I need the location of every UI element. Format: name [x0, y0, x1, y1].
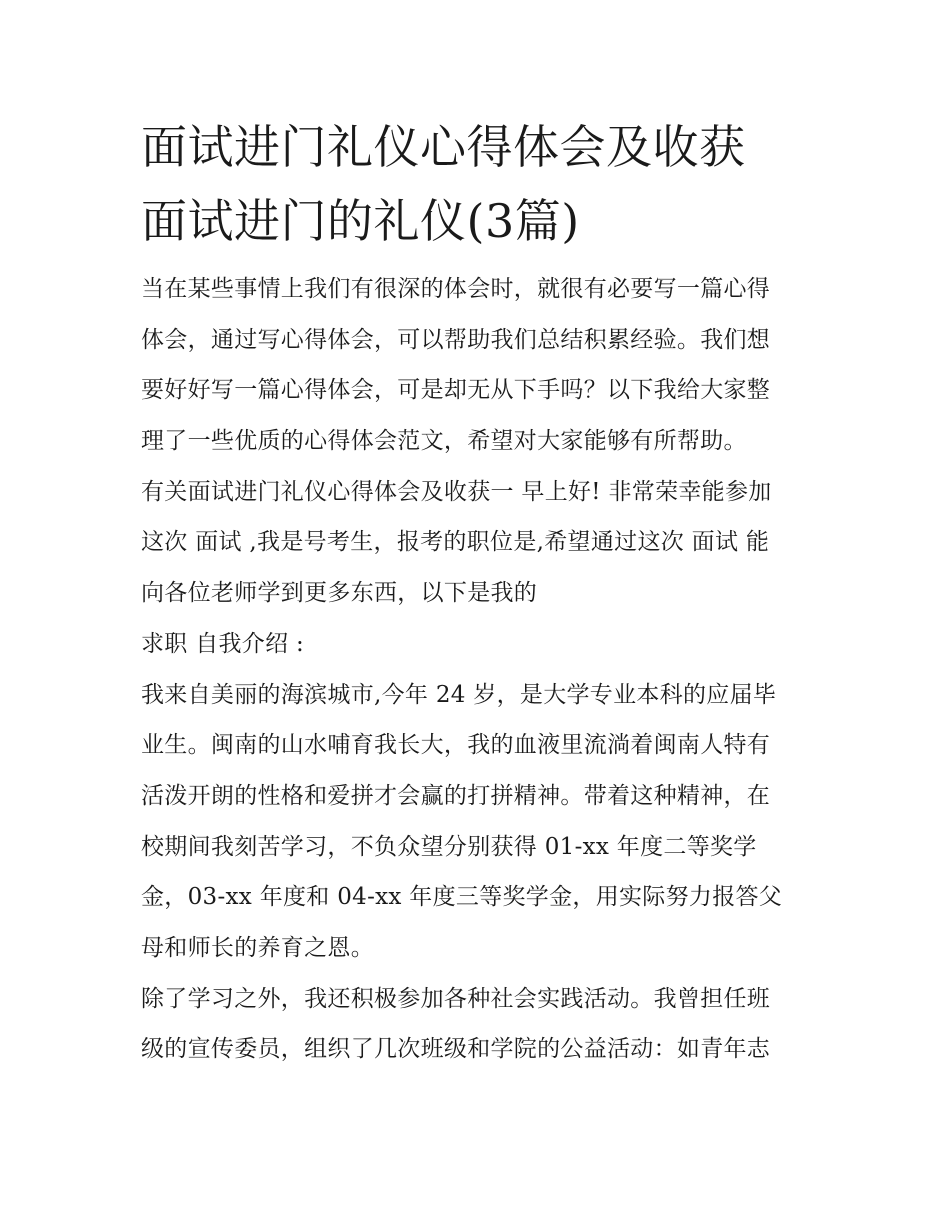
activities-paragraph	[141, 974, 821, 1075]
text-line: 活泼开朗的性格和爱拼才会赢的打拼精神。带着这种精神，在	[141, 782, 771, 809]
text-line: 除了学习之外，我还积极参加各种社会实践活动。我曾担任班	[141, 985, 771, 1012]
text-line: 有关面试进门礼仪心得体会及收获一 早上好! 非常荣幸能参加	[141, 478, 772, 505]
document-page	[141, 110, 821, 1075]
title-line-2: 面试进门的礼仪(3篇)	[141, 194, 580, 248]
text-line: 我来自美丽的海滨城市,今年 24 岁，是大学专业本科的应届毕	[141, 681, 777, 708]
text-line: 理了一些优质的心得体会范文，希望对大家能够有所帮助。	[141, 428, 747, 455]
document-title	[141, 110, 821, 258]
text-line: 级的宣传委员，组织了几次班级和学院的公益活动：如青年志	[141, 1036, 771, 1063]
text-line: 要好好写一篇心得体会，可是却无从下手吗？以下我给大家整	[141, 377, 771, 404]
self-intro-heading	[141, 619, 821, 670]
intro-paragraph	[141, 264, 821, 467]
background-paragraph	[141, 670, 821, 974]
text-line: 体会，通过写心得体会，可以帮助我们总结积累经验。我们想	[141, 326, 771, 353]
text-line: 当在某些事情上我们有很深的体会时，就很有必要写一篇心得	[141, 276, 771, 302]
text-line: 校期间我刻苦学习，不负众望分别获得 01-xx 年度二等奖学	[141, 833, 757, 860]
text-line: 业生。闽南的山水哺育我长大，我的血液里流淌着闽南人特有	[141, 732, 771, 759]
text-line: 向各位老师学到更多东西，以下是我的	[141, 580, 538, 607]
text-line: 求职 自我介绍 :	[141, 630, 305, 657]
greeting-paragraph	[141, 467, 821, 619]
text-line: 母和师长的养育之恩。	[141, 934, 374, 961]
text-line: 金，03-xx 年度和 04-xx 年度三等奖学金，用实际努力报答父	[141, 884, 783, 911]
text-line: 这次 面试 ,我是号考生，报考的职位是,希望通过这次 面试 能	[141, 529, 770, 556]
title-line-1: 面试进门礼仪心得体会及收获	[141, 120, 746, 174]
